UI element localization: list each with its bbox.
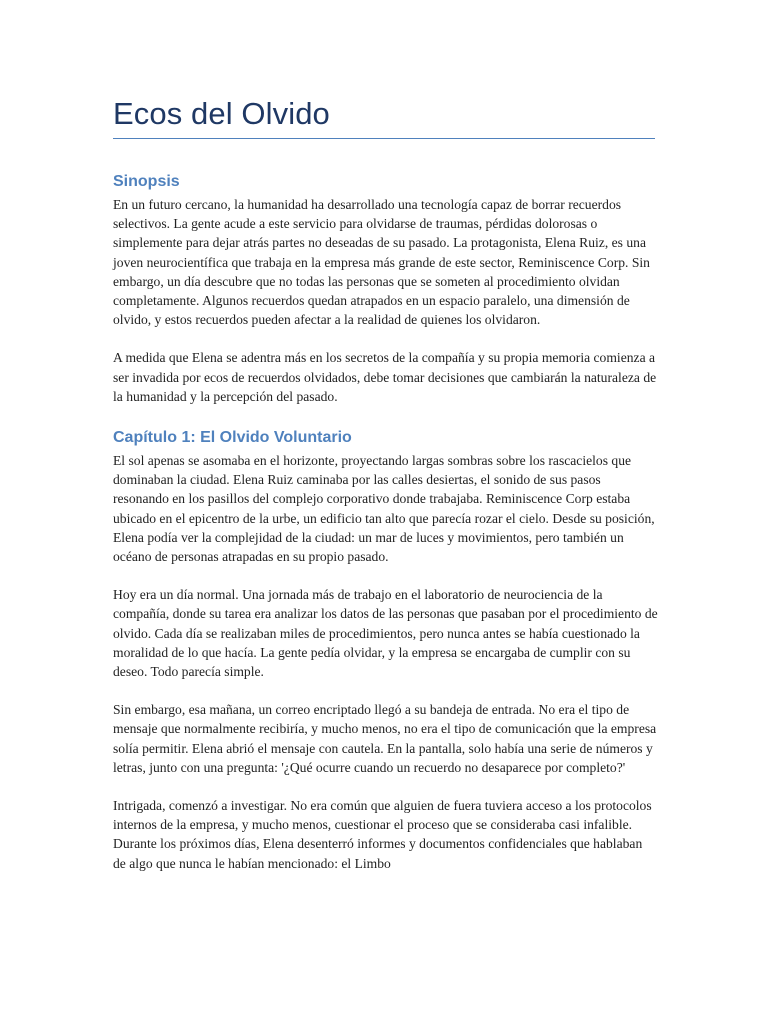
document-title: Ecos del Olvido: [113, 96, 330, 131]
section-sinopsis: [113, 172, 658, 406]
paragraph: Sin embargo, esa mañana, un correo encriptado llegó a su bandeja de entrada. No era el tipo de mensaje que normalmente recibiría, y mucho menos, no era el tipo de comunicación que la empresa solía permitir. Elena abrió el mensaje con cautela. En la pantalla, solo había una serie de números y letras, junto con una pregunta: '¿Qué ocurre cuando un recuerdo no desaparece por completo?': [113, 702, 657, 775]
title-underline: [113, 138, 655, 139]
section-heading-chapter-1: Capítulo 1: El Olvido Voluntario: [113, 429, 352, 447]
paragraph: En un futuro cercano, la humanidad ha desarrollado una tecnología capaz de borrar recuerdos selectivos. La gente acude a este servicio para olvidarse de traumas, pérdidas dolorosas o simplemente para dejar atrás partes no deseadas de su pasado. La protagonista, Elena Ruiz, es una joven neurocientífica que trabaja en la empresa más grande de este sector, Reminiscence Corp. Sin embargo, un día descubre que no todas las personas que se someten al procedimiento olvidan completamente. Algunos recuerdos quedan atrapados en un espacio paralelo, una dimensión de olvido, y estos recuerdos pueden afectar a la realidad de quienes los olvidaron.: [113, 197, 650, 328]
section-chapter-1: [113, 428, 658, 873]
section-heading-sinopsis: Sinopsis: [113, 173, 180, 190]
paragraph: El sol apenas se asomaba en el horizonte, proyectando largas sombras sobre los rascacielos que dominaban la ciudad. Elena Ruiz caminaba por las calles desiertas, el sonido de sus pasos resonando en los pasillos del complejo corporativo donde trabajaba. Reminiscence Corp estaba ubicado en el epicentro de la urbe, un edificio tan alto que parecía rozar el cielo. Desde su posición, Elena podía ver la complejidad de la ciudad: un mar de luces y movimientos, pero también un océano de personas atrapadas en su propio pasado.: [113, 453, 655, 565]
document-body: [113, 94, 658, 873]
paragraph: Hoy era un día normal. Una jornada más de trabajo en el laboratorio de neurociencia de la compañía, donde su tarea era analizar los datos de las personas que pasaban por el procedimiento de olvido. Cada día se realizaban miles de procedimientos, pero nunca antes se había cuestionado la moralidad de lo que hacía. La gente pedía olvidar, y la empresa se encargaba de cumplir con su deseo. Todo parecía simple.: [113, 587, 658, 680]
paragraph: Intrigada, comenzó a investigar. No era común que alguien de fuera tuviera acceso a los protocolos internos de la empresa, y mucho menos, cuestionar el proceso que se consideraba casi infalible. Durante los próximos días, Elena desenterró informes y documentos confidenciales que hablaban de algo que nunca le habían mencionado: el Limbo: [113, 798, 652, 871]
paragraph: A medida que Elena se adentra más en los secretos de la compañía y su propia memoria comienza a ser invadida por ecos de recuerdos olvidados, debe tomar decisiones que cambiarán la naturaleza de la humanidad y la percepción del pasado.: [113, 350, 657, 404]
